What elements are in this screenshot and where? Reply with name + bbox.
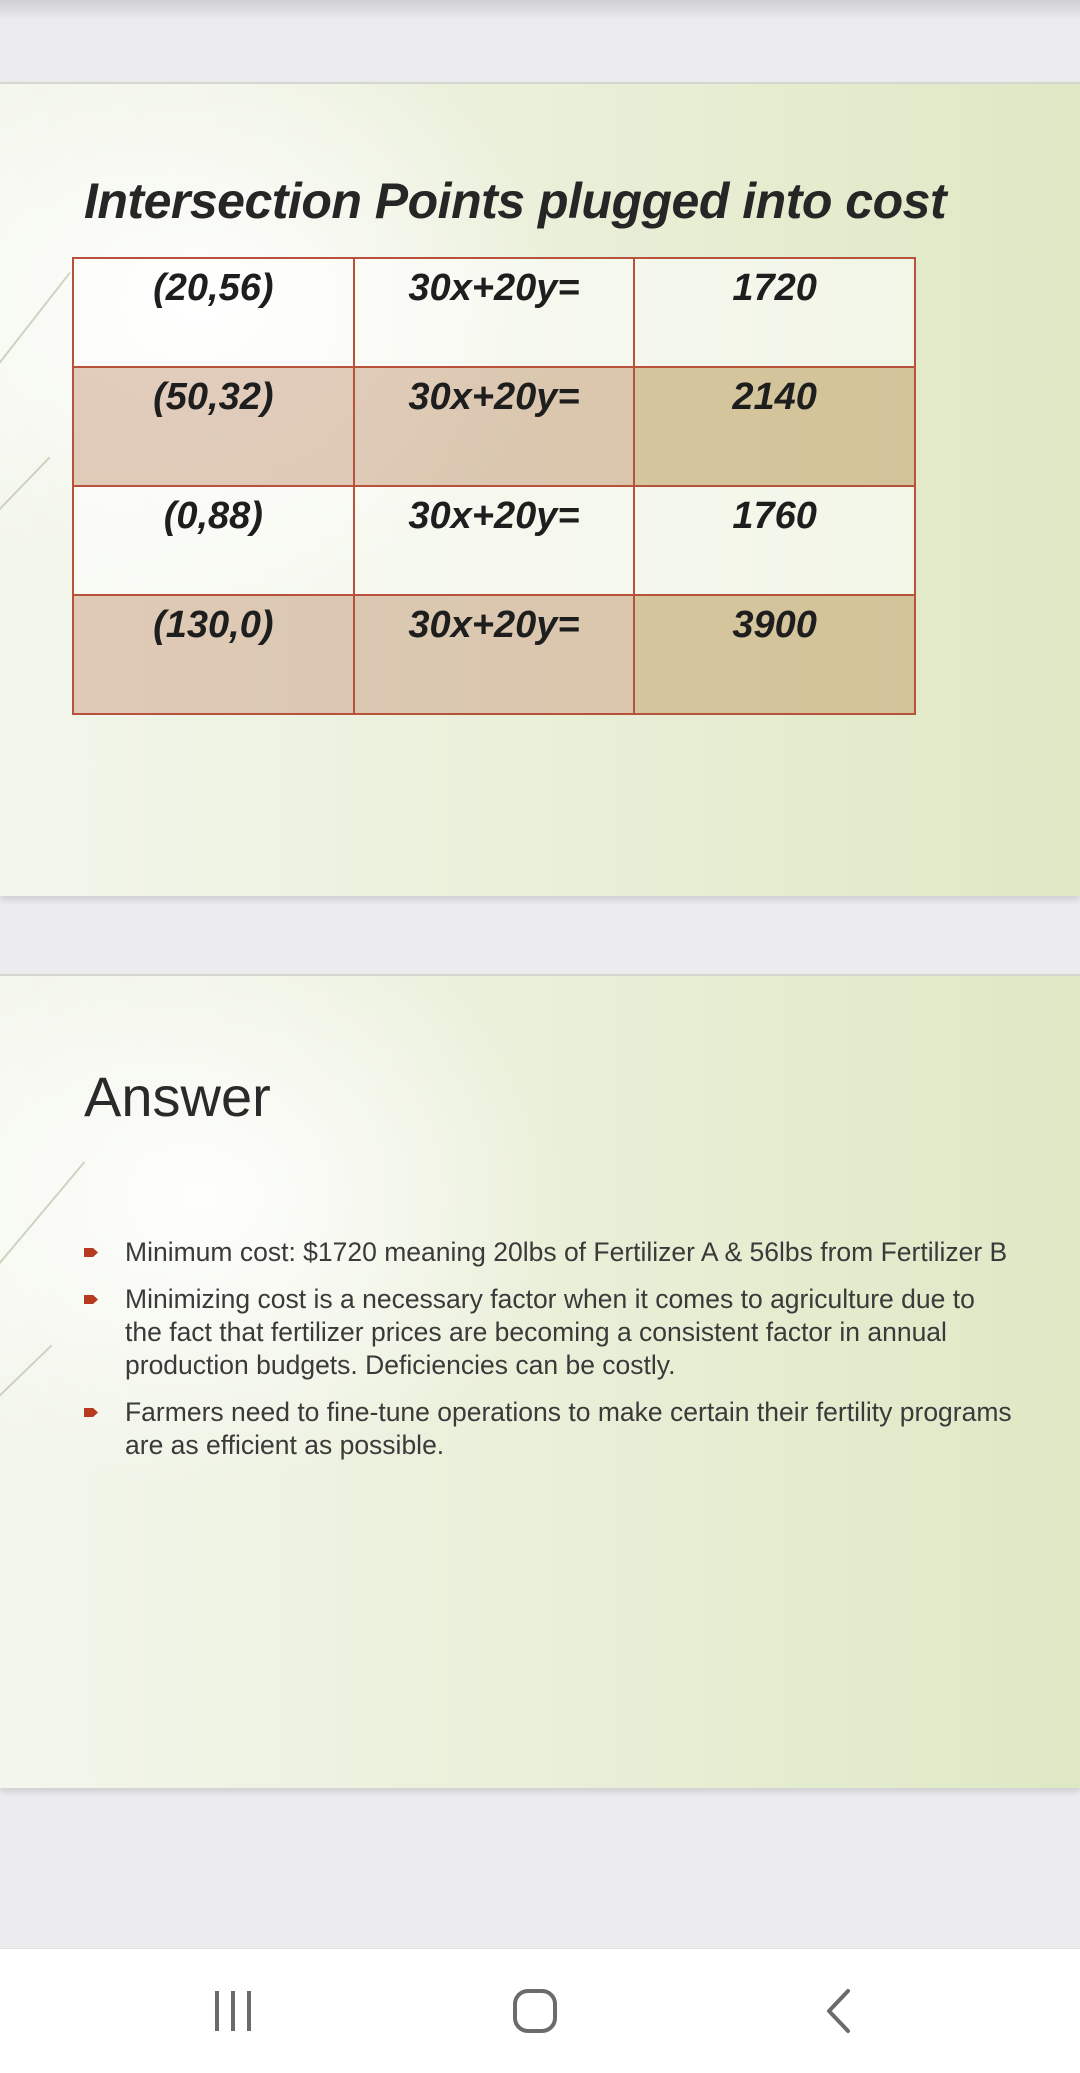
- decorative-line: [0, 457, 50, 516]
- bullet-item: [84, 1396, 1080, 1462]
- expression-cell: 30x+20y=: [354, 258, 635, 367]
- expression-cell: 30x+20y=: [354, 595, 635, 714]
- bullet-line: are as efficient as possible.: [125, 1430, 445, 1460]
- table-row: [73, 367, 915, 486]
- bullet-item: [84, 1236, 1080, 1269]
- cost-cell: 2140: [634, 367, 915, 486]
- bullet-item: [84, 1283, 1080, 1382]
- table-row: [73, 595, 915, 714]
- bullet-line: Farmers need to fine-tune operations to make certain their fertility programs: [125, 1397, 1012, 1427]
- recent-apps-icon: [188, 1979, 278, 2043]
- decorative-line: [0, 272, 71, 376]
- bullet-arrow-icon: [84, 1295, 98, 1304]
- slide-title: Intersection Points plugged into cost: [84, 173, 947, 229]
- bullet-arrow-icon: [84, 1408, 98, 1417]
- slide-intersection-points: [0, 82, 1080, 896]
- table-row: [73, 258, 915, 367]
- decorative-line: [0, 1161, 85, 1277]
- cost-cell: 3900: [634, 595, 915, 714]
- cost-cell: 1760: [634, 486, 915, 595]
- bullet-list: [84, 1236, 1080, 1476]
- point-cell: (130,0): [73, 595, 354, 714]
- bullet-arrow-icon: [84, 1248, 98, 1257]
- bullet-line: the fact that fertilizer prices are becoming a consistent factor in annual: [125, 1317, 947, 1347]
- slide-title: Answer: [84, 1065, 271, 1128]
- cost-table: [72, 257, 916, 715]
- recent-apps-button[interactable]: [188, 1979, 278, 2043]
- point-cell: (0,88): [73, 486, 354, 595]
- bullet-line: Minimizing cost is a necessary factor when it comes to agriculture due to: [125, 1284, 975, 1314]
- point-cell: (20,56): [73, 258, 354, 367]
- bullet-line: Minimum cost: $1720 meaning 20lbs of Fertilizer A & 56lbs from Fertilizer B: [125, 1237, 1008, 1267]
- table-row: [73, 486, 915, 595]
- back-button[interactable]: [793, 1979, 883, 2043]
- point-cell: (50,32): [73, 367, 354, 486]
- navigation-bar: [0, 1948, 1080, 2073]
- expression-cell: 30x+20y=: [354, 367, 635, 486]
- bullet-line: production budgets. Deficiencies can be costly.: [125, 1350, 676, 1380]
- back-icon: [793, 1979, 883, 2043]
- home-button[interactable]: [490, 1979, 580, 2043]
- cost-cell: 1720: [634, 258, 915, 367]
- slide-answer: [0, 974, 1080, 1788]
- previous-slide-edge: [0, 0, 1080, 20]
- decorative-line: [0, 1345, 52, 1402]
- expression-cell: 30x+20y=: [354, 486, 635, 595]
- home-icon: [490, 1979, 580, 2043]
